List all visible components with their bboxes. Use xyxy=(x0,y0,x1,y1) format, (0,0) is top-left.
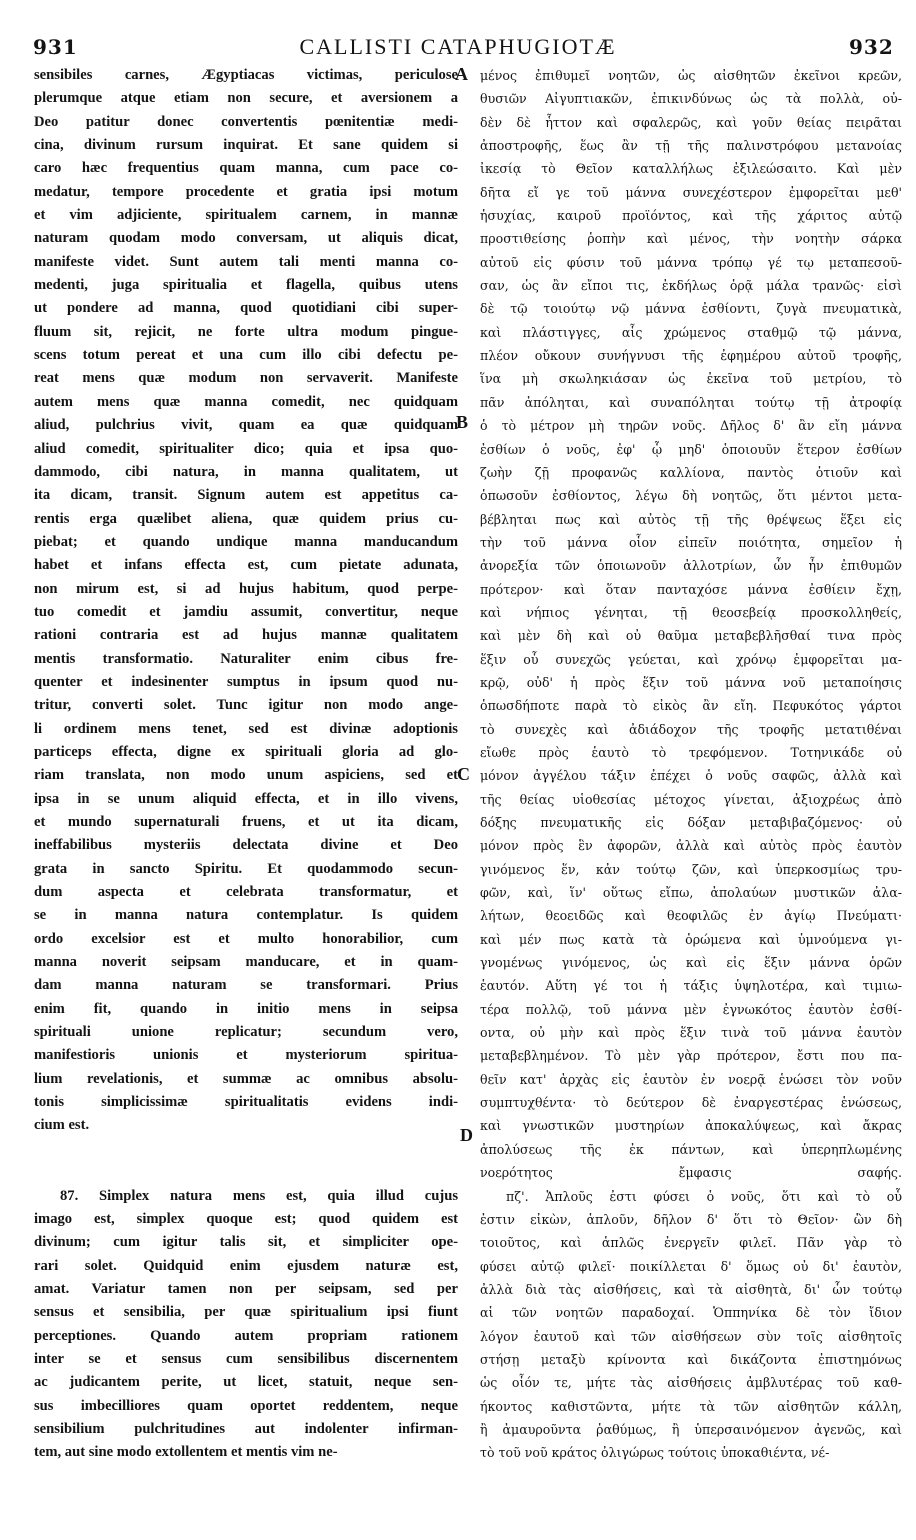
text-line: tonis simplicissimæ spiritualitatis evidens indi- xyxy=(34,1094,458,1111)
text-line: αὐτοῦ εἰς φύσιν τοῦ μάννα τρόπῳ γέ τῳ μεταπεσοῦ- xyxy=(480,254,902,270)
text-line: λήτων, θεοειδῶς καὶ θεοφιλῶς ἐν ἁγίῳ Πνεύματι· xyxy=(480,908,902,924)
text-line: non mirum est, si ad hujus habitum, quod perpe- xyxy=(34,580,458,597)
text-line: ἐστιν εἰκὼν, ἁπλοῦν, δῆλον δ' ὅτι τὸ Θεῖον· ὢν δὴ xyxy=(480,1211,902,1227)
latin-column xyxy=(34,64,458,1465)
text-line: reat mens quæ modum non servaverit. Manifeste xyxy=(34,370,458,387)
text-line: tem, aut sine modo extollentem et mentis vim ne- xyxy=(34,1444,338,1461)
text-line: δὲν δὲ ἧττον καὶ σφαλερῶς, καὶ γοῦν θείας πειρᾶται xyxy=(480,114,902,130)
text-line: φῶν, καὶ, ἵν' οὕτως εἴπω, ἀπολαύων μυστικῶν ἀλα- xyxy=(480,885,902,901)
text-line: li ordinem mens tenet, sed est divinæ adoptionis xyxy=(34,720,458,737)
running-title: CALLISTI CATAPHUGIOTÆ xyxy=(299,34,617,59)
text-line: στήσῃ μεταξὺ κρίνοντα καὶ δικάζοντα ἐπιστημόνως xyxy=(480,1351,902,1367)
text-line: autem mens quæ manna comedit, nec quidquam xyxy=(34,393,458,410)
text-line: grata in sancto Spiritu. Et quodammodo secun- xyxy=(34,860,458,877)
text-line: τὸ τοῦ νοῦ κράτος ὀλιγώρως τούτοις ὑποκαθιέντα, νέ- xyxy=(480,1445,830,1461)
text-line: aliud comedit, spiritualiter dico; quia et ipsa quo- xyxy=(34,440,458,457)
text-line: lium revelationis, et summæ ac omnibus absolu- xyxy=(34,1070,458,1087)
text-line: ἀλλὰ διὰ τὰς αἰσθήσεις, καὶ τὰ αἰσθητὰ, δι' ὧν τούτῳ xyxy=(480,1281,902,1297)
greek-column xyxy=(480,64,902,1465)
text-line: ἢ ἀμαυροῦντα ῥαθύμως, ἢ ὑπερσαινόμενον ἀγενῶς, καὶ xyxy=(480,1421,902,1437)
text-line: habet et infans effecta est, cum pietate adunata, xyxy=(34,557,458,574)
text-line: 87. Simplex natura mens est, quia illud cujus xyxy=(60,1187,458,1204)
text-line: μόνον πρὸς ἓν ἀφορῶν, ἀλλὰ καὶ αὐτὸς πρὸς ἑαυτὸν xyxy=(480,838,902,854)
text-line: ἵνα μὴ σκωληκιάσαν ὡς ἐκεῖνα τοῦ μετρίου, τὸ xyxy=(480,371,902,387)
text-line: manifestioris unionis et mysteriorum spiritua- xyxy=(34,1047,458,1064)
text-line: ὁπωσοῦν ἐσθίοντος, λέγω δὴ νοητῶς, ὅτι μέντοι μετα- xyxy=(480,488,902,504)
text-line: cina, divinum rursum inquirat. Et sane quidem si xyxy=(34,137,458,154)
text-line: medenti, juga spiritualia et flagella, quibus utens xyxy=(34,277,458,294)
text-line: ήκοντος καθιστῶντα, μήτε τὰ τῶν αἰσθητῶν κάλλη, xyxy=(480,1398,902,1414)
text-line: amat. Variatur tamen non per seipsam, sed per xyxy=(34,1280,458,1297)
text-line: καὶ νήπιος γένηται, τῇ θεοσεβείᾳ προσκολληθείς, xyxy=(480,604,902,620)
text-line: εἴωθε πρὸς ἑαυτὸ τὸ τρεφόμενον. Τοτηνικάδε οὐ xyxy=(480,744,902,760)
page-number-right: 932 xyxy=(849,35,894,59)
text-line: ordo excelsior est et multo honorabilior, cum xyxy=(34,930,458,947)
text-line: καὶ πλάστιγγες, αἷς χρώμενος σταθμῷ τῷ μάννα, xyxy=(480,324,902,340)
text-line: ὁ τὸ μέτρον μὴ τηρῶν νοῦς. Δῆλος δ' ἂν εἴη μάννα xyxy=(480,418,902,434)
text-line: λόγον ἑαυτοῦ καὶ τῶν αἰσθήσεων σὺν τοῖς αἰσθητοῖς xyxy=(480,1328,902,1344)
text-line: ἕξιν οὗ συνεχῶς γεύεται, καὶ χρόνῳ ἐμφορεῖται μα- xyxy=(480,651,902,667)
text-line: piebat; et quando undique manna manducandum xyxy=(34,533,458,550)
text-line: τοιοῦτος, καὶ ἁπλῶς ἐνεργεῖν φιλεῖ. Πᾶν γὰρ τὸ xyxy=(480,1235,902,1251)
text-line: τέρα πολλῷ, τοῦ μάννα μὲν ἐγνωκότος ἑαυτὸν ἐσθί- xyxy=(480,1001,902,1017)
text-line: καὶ μὲν δὴ καὶ οὐ θαῦμα μεταβεβλῆσθαί τινα πρὸς xyxy=(480,628,902,644)
text-line: cium est. xyxy=(34,1117,90,1134)
section-marker-d: D xyxy=(460,1125,473,1145)
text-line: θεῖν κατ' ἀρχὰς εἰς ἑαυτὸν ἐν νοερᾷ ἑνώσει τὸν νοῦν xyxy=(480,1071,902,1087)
text-line: σαν, ὡς ἂν εἴποι τις, ἐκδήλως ὁρᾷ μάλα τρανῶς· εἰσὶ xyxy=(480,278,902,294)
text-line: δῆτα εἴ γε τοῦ μάννα συνεχέστερον ἐμφορεῖται μεθ' xyxy=(480,184,902,200)
text-line: θυσιῶν Αἰγυπτιακῶν, ἐπικινδύνως ὡς τὰ πολλὰ, οὐ- xyxy=(480,91,902,107)
text-line: tuo comedit et jamdiu assumit, convertitur, neque xyxy=(34,603,458,620)
text-line: medatur, tempore procedente et gratia ipsi motum xyxy=(34,183,458,200)
text-line: ἀποστροφῆς, ἕως ἂν τῇ τῆς παλινστρόφου μετανοίας xyxy=(480,138,902,154)
text-line: ὡς οἷόν τε, μήτε τὰς αἰσθήσεις ἀμβλυτέρας τοῦ καθ- xyxy=(480,1375,902,1391)
text-line: dum aspecta et celebrata transformatur, et xyxy=(34,884,458,901)
text-line: plerumque atque etiam non secure, et aversionem a xyxy=(34,90,458,107)
text-line: dam manna naturam se transformari. Prius xyxy=(34,977,458,994)
text-line: rentis erga quælibet aliena, quæ quidem prius cu- xyxy=(34,510,458,527)
text-line: et vim adjiciente, spiritualem carnem, in mannæ xyxy=(34,207,458,224)
text-line: rationi contraria est ad hujus mannæ qualitatem xyxy=(34,627,458,644)
text-line: αἱ τῶν νοητῶν παραδοχαί. Ὁππηνίκα δὲ τὸν ἴδιον xyxy=(480,1305,902,1321)
text-line: οντα, οὐ μὴν καὶ πρὸς ἕξιν τινὰ τοῦ μάννα ἑαυτὸν xyxy=(480,1025,902,1041)
text-line: sus imbecilliores quam oportet reddentem, neque xyxy=(34,1397,458,1414)
page-number-left: 931 xyxy=(33,35,78,59)
text-line: γινόμενος ἕν, κἀν τούτῳ ζῶν, καὶ ὑπερκοσμίως τρυ- xyxy=(480,861,902,877)
text-line: rari solet. Quidquid enim ejusdem naturæ est, xyxy=(34,1257,458,1274)
section-marker-b: B xyxy=(456,412,469,432)
text-line: dammodo, cibi natura, in manna qualitatem, ut xyxy=(34,463,458,480)
text-line: συμπτυχθέντα· τὸ δεύτερον δὲ ἐναργεστέρας ἑνώσεως, xyxy=(480,1095,902,1111)
section-marker-a: A xyxy=(455,64,468,84)
text-line: ut pondere ad manna, quod quotidiani cibi super- xyxy=(34,300,458,317)
text-line: γνομένως γινόμενος, ὡς καὶ εἰς ἕξιν μάννα ὁρῶν xyxy=(480,955,902,971)
text-line: πλέον οὔκουν συνήγνυσι τῆς ἐφημέρου αὐτοῦ τροφῆς, xyxy=(480,348,902,364)
blank-line xyxy=(34,1161,458,1184)
text-line: divinum; cum igitur talis sit, et simpliciter ope- xyxy=(34,1234,458,1251)
text-line: spirituali unione replicatur; secundum vero, xyxy=(34,1024,458,1041)
text-line: sensus et sensibilia, per quæ spiritualium ipsi fiunt xyxy=(34,1304,458,1321)
blank-line xyxy=(34,1138,458,1161)
text-line: sensibilium pulchritudines aut indolenter infirman- xyxy=(34,1420,458,1437)
text-line: se in manna natura contemplatur. Is quidem xyxy=(34,907,458,924)
text-line: πζ'. Ἁπλοῦς ἐστι φύσει ὁ νοῦς, ὅτι καὶ τὸ οὗ xyxy=(506,1188,902,1204)
text-line: sensibiles carnes, Ægyptiacas victimas, periculose xyxy=(34,67,458,83)
text-line: μένος ἐπιθυμεῖ νοητῶν, ὡς αἰσθητῶν ἐκεῖνοι κρεῶν, xyxy=(480,68,902,83)
text-line: ἀνορεξία τῶν ὁποιωνοῦν ἀλλοτρίων, ὧν ἦν ἐπιθυμῶν xyxy=(480,558,902,574)
text-line: καὶ γνωστικῶν μυστηρίων ἀποκαλύψεως, καὶ ἄκρας xyxy=(480,1118,902,1134)
section-marker-c: C xyxy=(457,764,470,784)
text-line: enim fit, quando in initio mens in seipsa xyxy=(34,1000,458,1017)
text-line: ita dicam, transit. Signum autem est appetitus ca- xyxy=(34,487,458,504)
text-line: quenter et indesinenter sumptus in ipsum quod nu- xyxy=(34,673,458,690)
text-line: βέβληται πως καὶ αὐτὸς τῇ τῆς θρέψεως ἕξει εἰς xyxy=(480,511,902,527)
text-line: manifeste videt. Sunt autem tali menti manna co- xyxy=(34,253,458,270)
text-line: μόνον ἀγγέλου τάξιν ἐπέχει ὁ νοῦς σαφῶς, ἀλλὰ καὶ xyxy=(480,768,902,784)
text-line: ἰκεσίᾳ τὸ Θεῖον καταλλήλως ἐξιλεώσαιτο. Καὶ μὲν xyxy=(480,161,902,177)
text-line: ζωὴν ζῇ προφανῶς καλλίονα, παντὸς ὁτιοῦν καὶ xyxy=(480,464,902,480)
text-line: καὶ μέν πως κατὰ τὰ ὁρώμενα καὶ ὑμνούμενα γι- xyxy=(480,931,902,947)
text-line: πρότερον· καὶ ὅταν πανταχόσε μάννα ἐσθίειν ἔχῃ, xyxy=(480,581,902,597)
text-line: προστιθείσης ῥοπὴν καὶ μένος, τὴν νοητὴν σάρκα xyxy=(480,231,902,247)
text-line: τὴν τοῦ μάννα οἷον εἰπεῖν ποιότητα, σημεῖον ἡ xyxy=(480,534,902,550)
text-line: aliud, pulchrius vivit, quam ea quæ quidquam xyxy=(34,417,458,434)
text-line: δὲ τῷ τοιούτῳ νῷ μάννα ἐσθίοντι, ζυγὰ πνευματικὰ, xyxy=(480,301,902,317)
text-line: τὸ συνεχὲς καὶ ἀδιάδοχον τῆς τροφῆς μετατιθέναι xyxy=(480,721,902,737)
text-line: fluum sit, rejicit, ne forte ultra modum pingue- xyxy=(34,323,458,340)
text-line: ἑαυτόν. Αὕτη γέ τοι ἡ τάξις ὑψηλοτέρα, καὶ τιμιω- xyxy=(480,978,902,994)
text-line: scens totum pereat et una cum illo cibi defectu pe- xyxy=(34,347,458,364)
text-line: μεταβεβλημένον. Τὸ μὲν γὰρ πρότερον, ἔστι που πα- xyxy=(480,1048,902,1064)
text-line: naturam quodam modo conversam, ut aliquis dicat, xyxy=(34,230,458,247)
text-line: mentis transformatio. Naturaliter enim cibus fre- xyxy=(34,650,458,667)
text-line: κρῷ, οὐδ' ἡ πρὸς ἕξιν τοῦ μάννα νοῦ μεταποίησις xyxy=(480,674,902,690)
text-line: ἀπολύσεως τῆς ἐκ πάντων, καὶ ὑπερηπλωμένης xyxy=(480,1141,902,1157)
text-line: ipsa in se unum aliquid effecta, et in illo vivens, xyxy=(34,790,458,807)
text-line: δόξης πνευματικῆς εἰς δόξαν μεταβιβαζόμενος· οὐ xyxy=(480,815,902,830)
text-line: τῆς θείας υἱοθεσίας μέτοχος γίνεται, ἀξιοχρέως ἀπὸ xyxy=(480,791,902,807)
text-line: ἐσθίων ὁ νοῦς, ἐφ' ᾧ μηδ' ὁποιουῦν ἕτερον ἐσθίων xyxy=(480,441,902,457)
text-line: caro hæc frequentius quam manna, cum pace co- xyxy=(34,160,458,177)
text-line: ὁπωσδήποτε παρὰ τὸ εἰκὸς ἂν εἴη. Πεφυκότος γάρτοι xyxy=(480,698,902,714)
text-line: perceptiones. Quando autem propriam rationem xyxy=(34,1327,458,1344)
text-line: νοερότητος ἔμφασις σαφής. xyxy=(480,1165,902,1181)
text-line: particeps effecta, digne ex spirituali gloria ad glo- xyxy=(34,743,458,760)
text-line: manna noverit seipsam manducare, et in quam- xyxy=(34,954,458,971)
text-line: Deo patitur donec convertentis pœnitentiæ medi- xyxy=(34,113,458,130)
text-line: inter se et sensus cum sensibilibus discernentem xyxy=(34,1350,458,1367)
text-line: imago est, simplex quoque est; quod quidem est xyxy=(34,1210,458,1227)
text-line: ἡσυχίας, καιροῦ προϊόντος, καὶ τῆς χάριτος αὐτῷ xyxy=(480,208,902,224)
text-line: riam translata, non modo unum aspiciens, sed et xyxy=(34,767,458,784)
text-line: πᾶν ἀπόληται, καὶ συναπόληται τούτῳ τῇ ἀτροφίᾳ xyxy=(480,394,902,410)
text-line: tritur, converti solet. Tunc igitur non modo ange- xyxy=(34,697,458,714)
text-line: et mundo supernaturali fruens, et ut ita dicam, xyxy=(34,814,458,830)
running-header xyxy=(0,0,916,70)
text-line: ineffabilibus mysteriis delectata divine et Deo xyxy=(34,837,458,854)
text-line: ac judicantem perite, ut licet, statuit, neque sen- xyxy=(34,1374,458,1391)
text-line: φύσει αὐτῷ φιλεῖ· ποικίλλεται δ' ὅμως οὐ δι' ἑαυτὸν, xyxy=(480,1258,902,1274)
